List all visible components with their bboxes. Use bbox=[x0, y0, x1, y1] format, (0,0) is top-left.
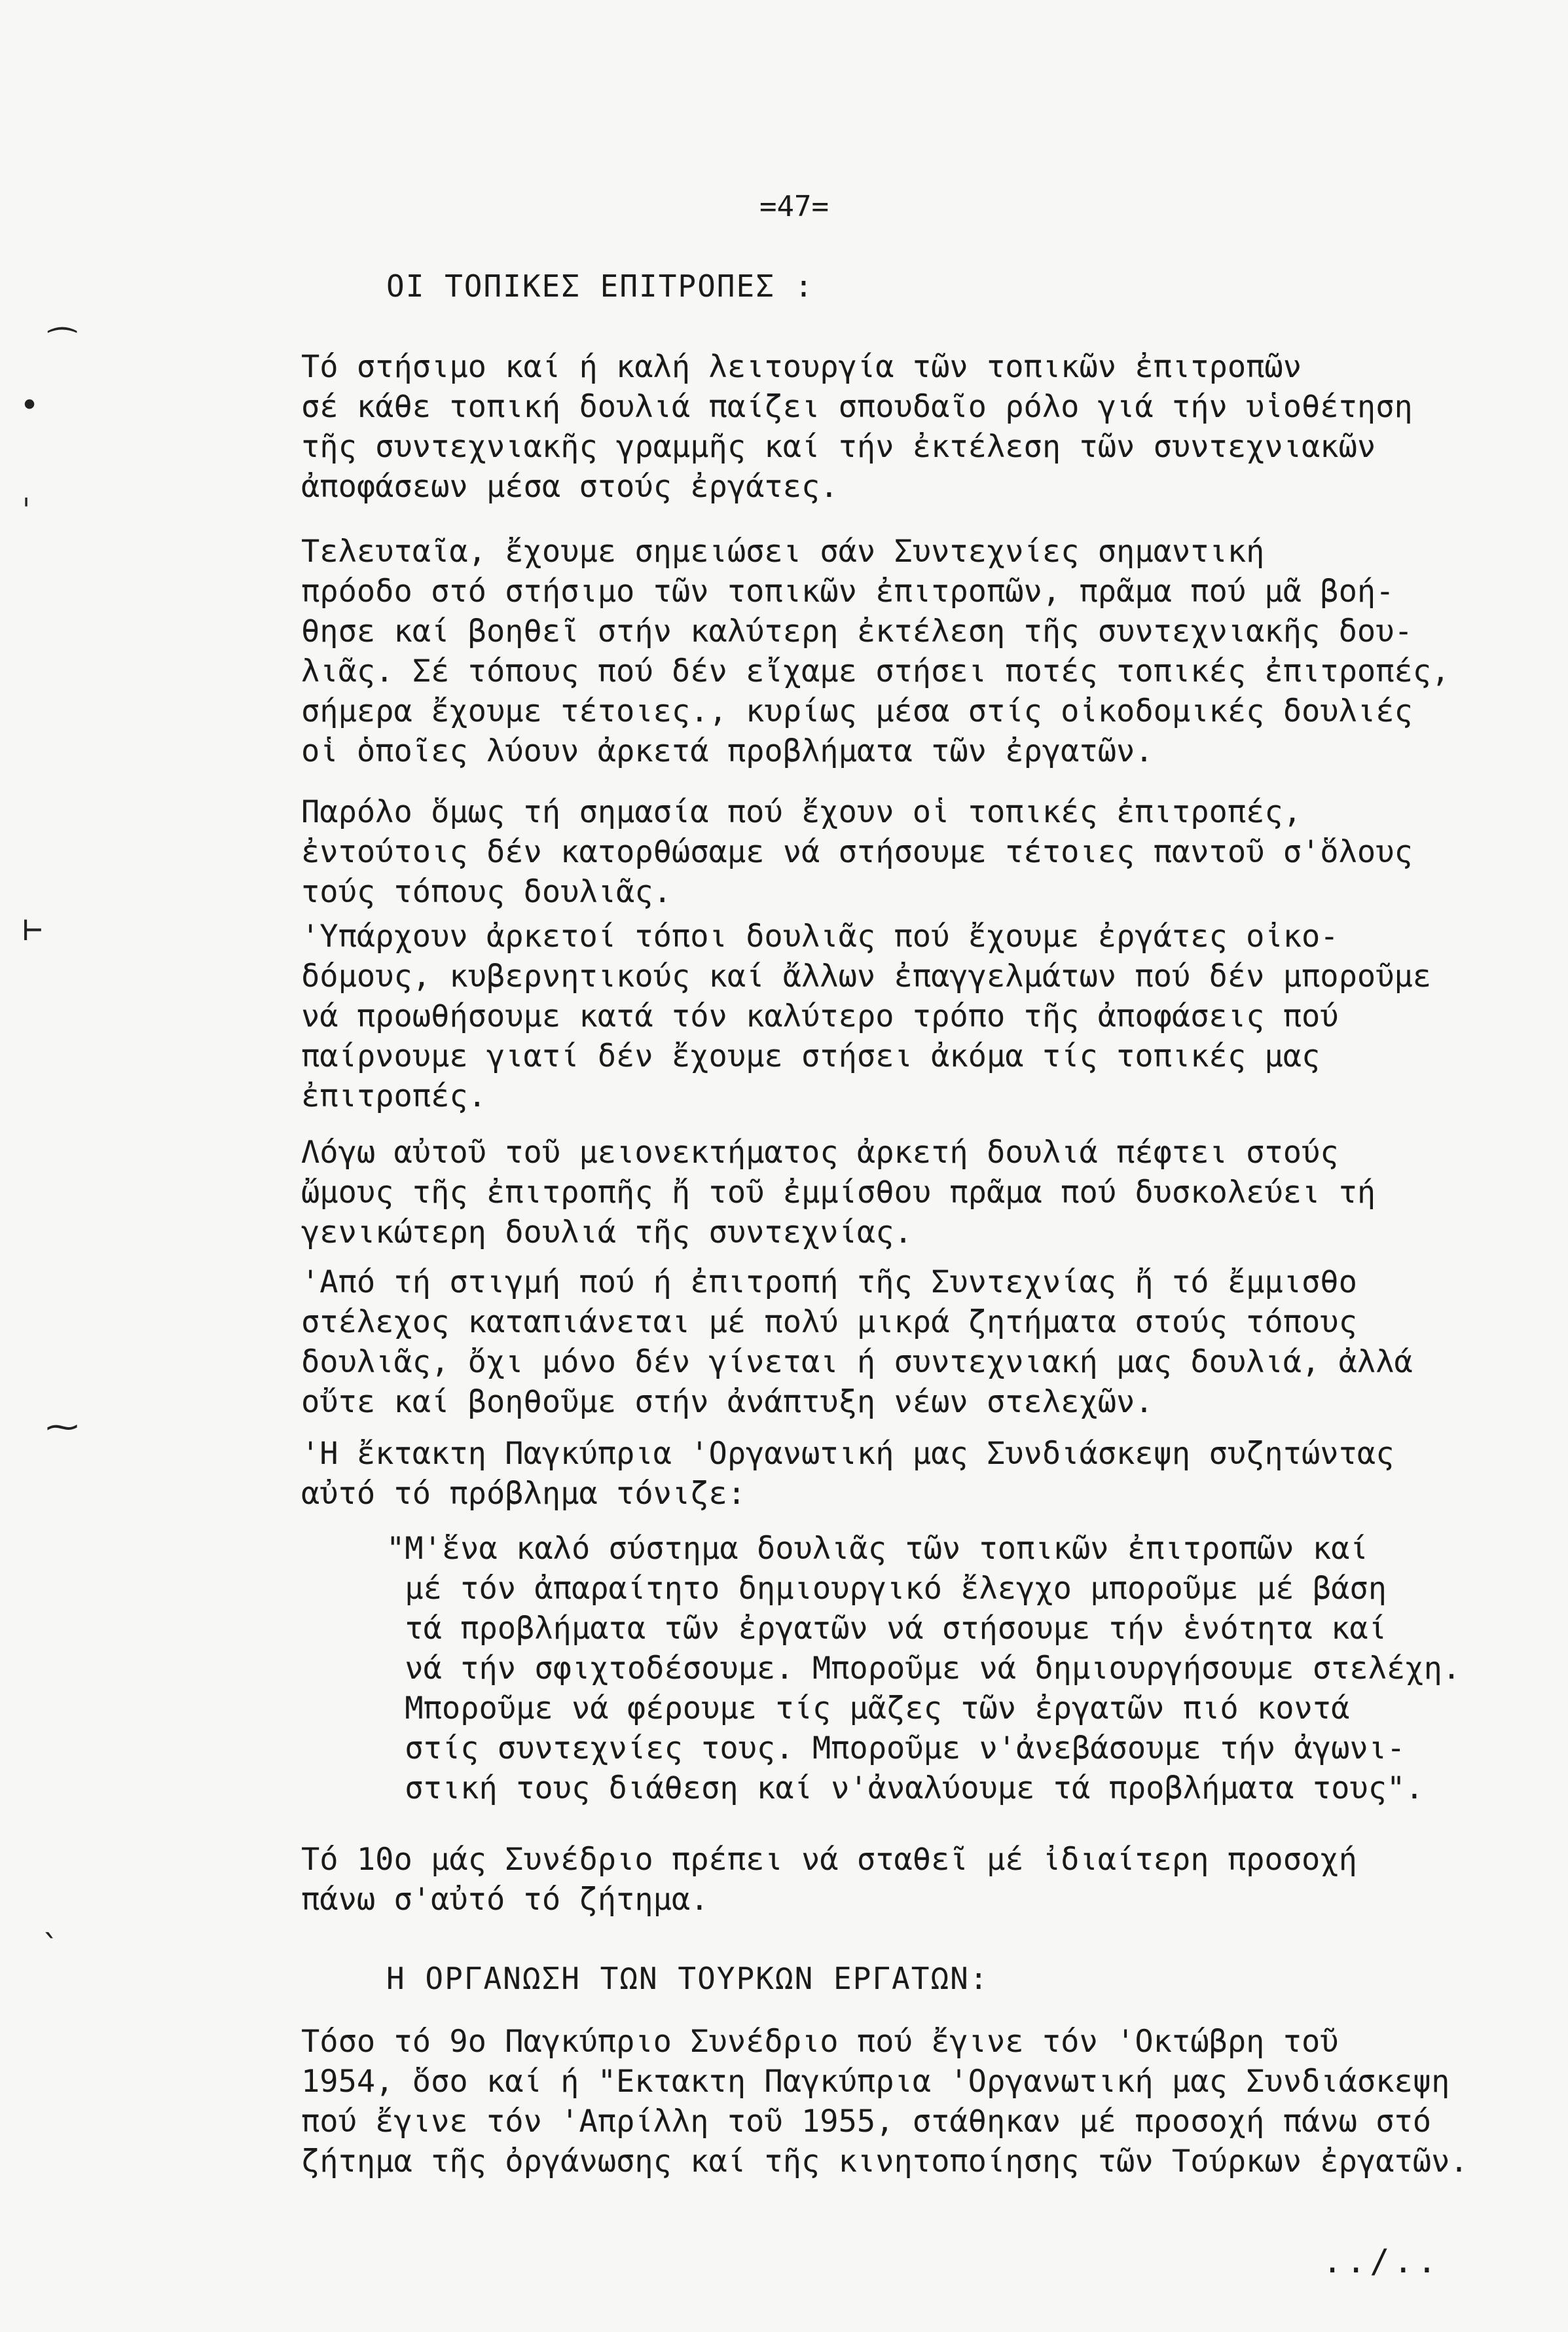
paragraph-4: 'Υπάρχουν ἀρκετοί τόποι δουλιᾶς πού ἔχουμε ἐργάτες οἰκο- δόμους, κυβερνητικούς καί ἄλλων ἐπαγγελμάτων πού δέν μποροῦμε νά προωθήσουμε κατά τόν καλύτερο τρόπο τῆς ἀποφάσεις πού παίρνουμε γιατί δέν ἔχουμε στήσει ἀκόμα τίς τοπικές μας ἐπιτροπές. bbox=[301, 919, 1432, 1114]
margin-mark-1: ⁀ bbox=[49, 327, 76, 365]
paragraph-2: Τελευταῖα, ἔχουμε σημειώσει σάν Συντεχνίες σημαντική πρόοδο στό στήσιμο τῶν τοπικῶν ἐπιτροπῶν, πρᾶμα πού μᾶ βοή- θησε καί βοηθεῖ στήν καλύτερη ἐκτέλεση τῆς συντεχνιακῆς δου- λιᾶς. Σέ τόπους πού δέν εἴχαμε στήσει ποτές τοπικές ἐπιτροπές, σήμερα ἔχουμε τέτοιες., κυρίως μέσα στίς οἰκοδομικές δουλιές οἱ ὁποῖες λύουν ἀρκετά προβλήματα τῶν ἐργατῶν. bbox=[301, 534, 1450, 769]
paragraph-1: Τό στήσιμο καί ή καλή λειτουργία τῶν τοπικῶν ἐπιτροπῶν σέ κάθε τοπική δουλιά παίζει σπουδαῖο ρόλο γιά τήν υἱοθέτηση τῆς συντεχνιακῆς γραμμῆς καί τήν ἐκτέλεση τῶν συντεχνιακῶν ἀποφάσεων μέσα στούς ἐργάτες. bbox=[301, 349, 1413, 505]
block-quote: "Μ'ἕνα καλό σύστημα δουλιᾶς τῶν τοπικῶν ἐπιτροπῶν καί μέ τόν ἀπαραίτητο δημιουργικό ἔλεγχο μποροῦμε μέ βάση τά προβλήματα τῶν ἐργατῶν νά στήσουμε τήν ἑνότητα καί νά τήν σφιχτοδέσουμε. Μποροῦμε νά δημιουργήσουμε στελέχη. Μποροῦμε νά φέρουμε τίς μᾶζες τῶν ἐργατῶν πιό κοντά στίς συντεχνίες τους. Μποροῦμε ν'ἀνεβάσουμε τήν ἀγωνι- στική τους διάθεση καί ν'ἀναλύουμε τά προβλήματα τους". bbox=[386, 1531, 1461, 1806]
margin-mark-4: ⊢ bbox=[23, 910, 43, 948]
paragraph-9: Τόσο τό 9ο Παγκύπριο Συνέδριο πού ἔγινε τόν 'Οκτώβρη τοῦ 1954, ὅσο καί ή "Εκτακτη Παγκύπρια 'Οργανωτική μας Συνδιάσκεψη πού ἔγινε τόν 'Απρίλλη τοῦ 1955, στάθηκαν μέ προσοχή πάνω στό ζήτημα τῆς ὀργάνωσης καί τῆς κινητοποίησης τῶν Τούρκων ἐργατῶν. bbox=[301, 2024, 1468, 2179]
margin-mark-2: • bbox=[20, 386, 40, 424]
paragraph-8: Τό 10ο μάς Συνέδριο πρέπει νά σταθεῖ μέ ἰδιαίτερη προσοχή πάνω σ'αὐτό τό ζήτημα. bbox=[301, 1842, 1357, 1918]
paragraph-5: Λόγω αὐτοῦ τοῦ μειονεκτήματος ἀρκετή δουλιά πέφτει στούς ὤμους τῆς ἐπιτροπῆς ἤ τοῦ ἐμμίσθου πρᾶμα πού δυσκολεύει τή γενικώτερη δουλιά τῆς συντεχνίας. bbox=[301, 1135, 1376, 1250]
page-number: =47= bbox=[759, 190, 829, 223]
section-heading-local-committees: ΟΙ ΤΟΠΙΚΕΣ ΕΠΙΤΡΟΠΕΣ : bbox=[386, 268, 814, 304]
margin-mark-3: ˌ bbox=[16, 471, 37, 509]
section-heading-turkish-workers: Η ΟΡΓΑΝΩΣΗ ΤΩΝ ΤΟΥΡΚΩΝ ΕΡΓΑΤΩΝ: bbox=[386, 1961, 989, 1996]
paragraph-6: 'Από τή στιγμή πού ή ἐπιτροπή τῆς Συντεχνίας ἤ τό ἔμμισθο στέλεχος καταπιάνεται μέ πολύ μικρά ζητήματα στούς τόπους δουλιᾶς, ὄχι μόνο δέν γίνεται ή συντεχνιακή μας δουλιά, ἀλλά οὔτε καί βοηθοῦμε στήν ἀνάπτυξη νέων στελεχῶν. bbox=[301, 1264, 1413, 1420]
margin-mark-6: ˎ bbox=[39, 1899, 60, 1937]
paragraph-3: Παρόλο ὅμως τή σημασία πού ἔχουν οἱ τοπικές ἐπιτροπές, ἐντούτοις δέν κατορθώσαμε νά στήσουμε τέτοιες παντοῦ σ'ὅλους τούς τόπους δουλιᾶς. bbox=[301, 794, 1413, 910]
paragraph-7: 'Η ἔκτακτη Παγκύπρια 'Οργανωτική μας Συνδιάσκεψη συζητώντας αὐτό τό πρόβλημα τόνιζε: bbox=[301, 1436, 1395, 1512]
continuation-mark: ../.. bbox=[1322, 2242, 1441, 2280]
margin-mark-5: ⁓ bbox=[46, 1408, 79, 1446]
